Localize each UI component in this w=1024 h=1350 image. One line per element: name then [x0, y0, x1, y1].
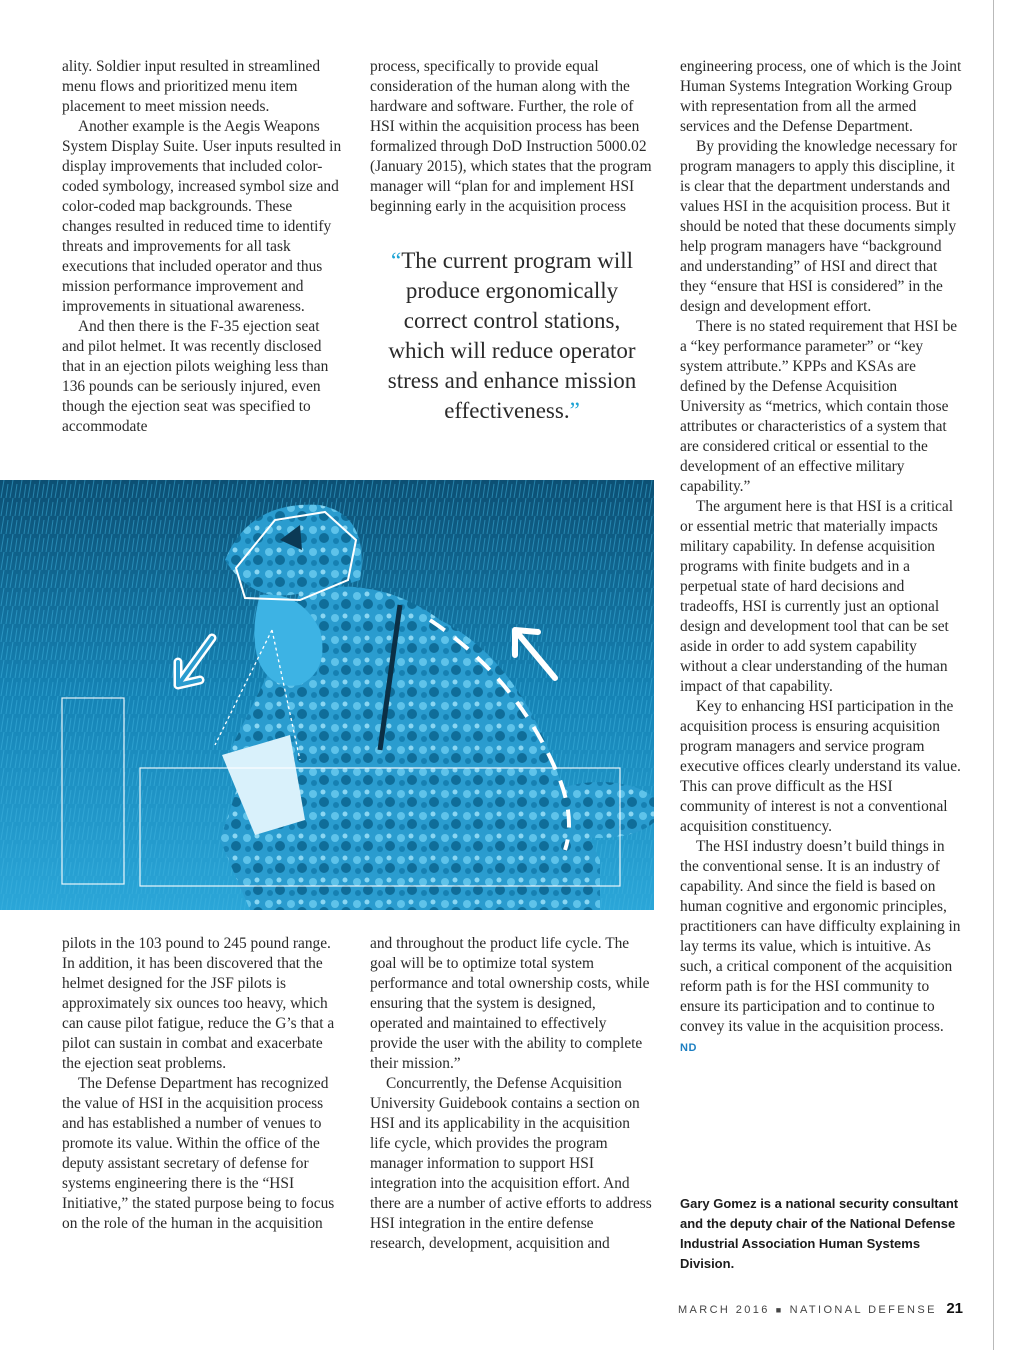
- open-quote-mark: “: [390, 248, 402, 273]
- magazine-name: NATIONAL DEFENSE: [789, 1304, 937, 1316]
- issue-date: MARCH 2016: [677, 1304, 770, 1316]
- column-1-top: [62, 57, 344, 437]
- paragraph: Another example is the Aegis Weapons System Display Suite. User inputs resulted in display improvements that included color-coded symbology, increased symbol size and color-coded map backgrounds. These changes resulted in reduced time to identify threats and improvements for all task executions that included operator and thus mission performance improvement and improvements in situational awareness.: [62, 118, 342, 315]
- page-number: 21: [946, 1300, 963, 1317]
- soldier-photo-illustration: [0, 480, 654, 910]
- column-2-top: [370, 57, 652, 217]
- column-1-bottom: [62, 934, 344, 1234]
- paragraph-text: The HSI industry doesn’t build things in the conventional sense. It is an industry of capability. And since the field is based on human cognitive and ergonomic principles, practitioners can have difficulty explaining in lay terms its value, which is intuitive. As such, a critical component of the acquisition reform path is for the HSI community to ensure its participation and to continue to convey its value in the acquisition process.: [680, 838, 961, 1035]
- paragraph: engineering process, one of which is the Joint Human Systems Integration Working Group with representation from all the armed services and the Defense Department.: [680, 58, 962, 135]
- close-quote-mark: ”: [569, 398, 580, 423]
- author-bio: Gary Gomez is a national security consultant and the deputy chair of the National Defense Industrial Association Human Systems Division.: [680, 1196, 959, 1271]
- paragraph: and throughout the product life cycle. The goal will be to optimize total system performance and total ownership costs, while ensuring that the system is designed, operated and maintained to effectively provide the user with the ability to complete their mission.”: [370, 935, 650, 1072]
- page-footer: [678, 1300, 963, 1317]
- pull-quote: [378, 246, 646, 426]
- paragraph-final: [680, 837, 964, 1058]
- soldier-photo: [0, 480, 654, 910]
- end-mark: ND: [680, 1042, 697, 1054]
- paragraph: The argument here is that HSI is a critical or essential metric that materially impacts military capability. In defense acquisition programs with finite budgets and in a perpetual state of hard decisions and tradeoffs, HSI is currently just an optional design and development tool that can be set aside in order to add system capability without a clear understanding of the human impact of that capability.: [680, 498, 953, 695]
- paragraph: And then there is the F-35 ejection seat and pilot helmet. It was recently disclosed that in an ejection pilots weighing less than 136 pounds can be seriously injured, even though the ejection seat was specified to accommodate: [62, 318, 329, 435]
- paragraph: There is no stated requirement that HSI be a “key performance parameter” or “key system attribute.” KPPs and KSAs are defined by the Defense Acquisition University as “metrics, which contain those attributes or characteristics of a system that are considered critical or essential to the development of an effective military capability.”: [680, 318, 958, 495]
- paragraph: By providing the knowledge necessary for program managers to apply this discipline, it is clear that the department understands and values HSI in the acquisition process. But it should be noted that these documents simply help program managers have “background and understanding” of HSI and direct that they “ensure that HSI is considered” in the design and development effort.: [680, 138, 958, 315]
- paragraph: Concurrently, the Defense Acquisition University Guidebook contains a section on HSI and its applicability in the acquisition life cycle, which provides the program manager information to support HSI integration into the acquisition effort. And there are a number of active efforts to address HSI integration in the entire defense research, development, acquisition and: [370, 1075, 652, 1252]
- paragraph: ality. Soldier input resulted in streamlined menu flows and prioritized menu item placement to meet mission needs.: [62, 58, 321, 115]
- paragraph: process, specifically to provide equal consideration of the human along with the hardware and software. Further, the role of HSI within the acquisition process has been formalized through DoD Instruction 5000.02 (January 2015), which states that the program manager will “plan for and implement HSI beginning early in the acquisition process: [370, 58, 652, 215]
- pull-quote-text: The current program will produce ergonomically correct control stations, which will reduce operator stress and enhance mission effectiveness.: [387, 248, 637, 423]
- page-edge-rule: [993, 0, 994, 1350]
- column-2-bottom: [370, 934, 652, 1254]
- paragraph: pilots in the 103 pound to 245 pound range. In addition, it has been discovered that the helmet designed for the JSF pilots is approximately six ounces too heavy, which can cause pilot fatigue, reduce the G’s that a pilot can sustain in combat and exacerbate the ejection seat problems.: [62, 935, 335, 1072]
- paragraph: The Defense Department has recognized the value of HSI in the acquisition process and has established a number of venues to promote its value. Within the office of the deputy assistant secretary of defense for systems engineering there is the “HSI Initiative,” the stated purpose being to focus on the role of the human in the acquisition: [62, 1075, 335, 1232]
- footer-separator: ■: [775, 1305, 784, 1315]
- paragraph: Key to enhancing HSI participation in the acquisition process is ensuring acquisition program managers and service program executive offices clearly understand its value. This can prove difficult as the HSI community of interest is not a conventional acquisition constituency.: [680, 698, 961, 835]
- column-3: [680, 57, 964, 1058]
